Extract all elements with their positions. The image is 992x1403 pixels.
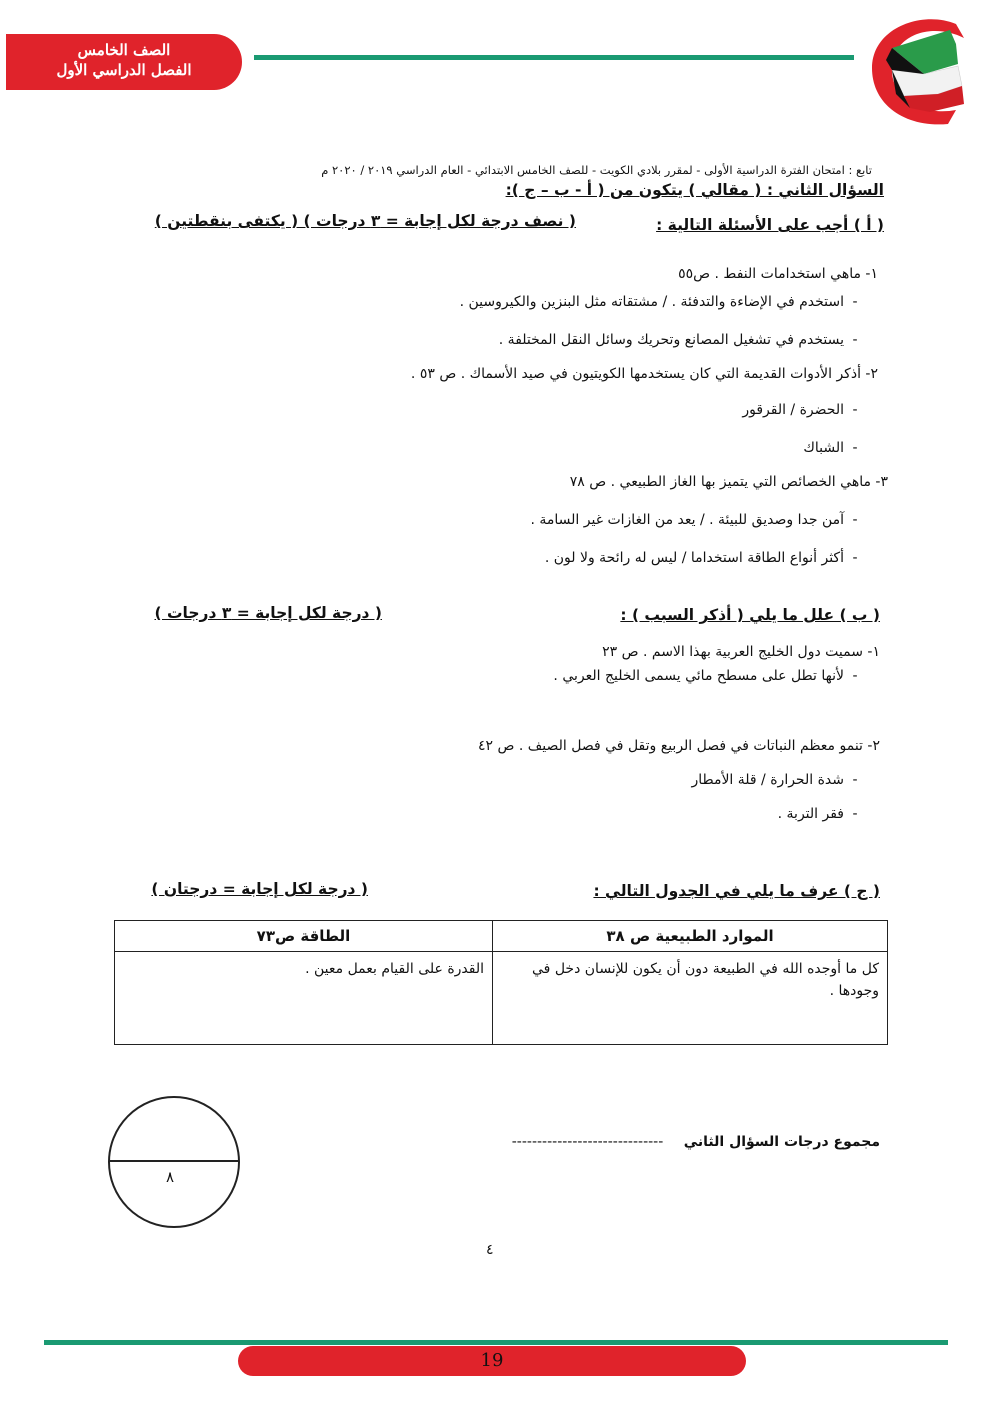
answer-text: استخدم في الإضاءة والتدفئة . / مشتقاته مثل البنزين والكيروسين . bbox=[459, 294, 844, 310]
header-divider bbox=[254, 55, 854, 60]
part-c-heading: ( ج ) عرف ما يلي في الجدول التالي : bbox=[593, 882, 880, 900]
answer-text: شدة الحرارة / قلة الأمطار bbox=[691, 772, 844, 788]
part-a-q2-answer2: -الشباك bbox=[803, 440, 858, 456]
part-c-marks: ( درجة لكل إجابة = درجتان ) bbox=[151, 880, 368, 898]
table-header: الطاقة ص٧٣ bbox=[115, 921, 493, 952]
grade-badge bbox=[6, 34, 242, 90]
part-a-q1-answer1: -استخدم في الإضاءة والتدفئة . / مشتقاته مثل البنزين والكيروسين . bbox=[459, 294, 858, 310]
table-header-row bbox=[115, 921, 888, 952]
part-a-q1: ١- ماهي استخدامات النفط . ص٥٥ bbox=[678, 266, 878, 282]
table-cell: كل ما أوجده الله في الطبيعة دون أن يكون للإنسان دخل في وجودها . bbox=[493, 952, 888, 1045]
kuwait-flag-logo bbox=[852, 8, 982, 128]
answer-text: فقر التربة . bbox=[777, 806, 844, 822]
part-a-q2-answer1: -الحضرة / القرقور bbox=[742, 402, 858, 418]
score-total: ٨ bbox=[166, 1168, 175, 1186]
answer-text: يستخدم في تشغيل المصانع وتحريك وسائل النقل المختلفة . bbox=[498, 332, 844, 348]
score-divider bbox=[110, 1160, 238, 1162]
table-header: الموارد الطبيعية ص ٣٨ bbox=[493, 921, 888, 952]
total-dashes: ------------------------------ bbox=[511, 1134, 664, 1150]
table-row bbox=[115, 952, 888, 1045]
answer-text: أكثر أنواع الطاقة استخداما / ليس له رائحة ولا لون . bbox=[544, 550, 844, 566]
exam-subheading: تابع : امتحان الفترة الدراسية الأولى - لمقرر بلادي الكويت - للصف الخامس الابتدائي - العام الدراسي ٢٠١٩ / ٢٠٢٠ م bbox=[321, 163, 872, 177]
part-a-q1-answer2: -يستخدم في تشغيل المصانع وتحريك وسائل النقل المختلفة . bbox=[498, 332, 858, 348]
definitions-table bbox=[114, 920, 888, 1045]
total-line bbox=[512, 1134, 880, 1150]
part-a-q2: ٢- أذكر الأدوات القديمة التي كان يستخدمها الكويتيون في صيد الأسماك . ص ٥٣ . bbox=[410, 366, 878, 382]
part-a-q3-answer1: -آمن جدا وصديق للبيئة . / يعد من الغازات غير السامة . bbox=[530, 512, 858, 528]
part-b-heading: ( ب ) علل ما يلي ( أذكر السبب ) : bbox=[620, 606, 880, 624]
footer-divider bbox=[44, 1340, 948, 1345]
part-b-q1: ١- سميت دول الخليج العربية بهذا الاسم . ص ٢٣ bbox=[602, 644, 880, 660]
answer-text: الشباك bbox=[803, 440, 844, 456]
part-b-q2-answer1: -شدة الحرارة / قلة الأمطار bbox=[691, 772, 858, 788]
question-title: السؤال الثاني : ( مقالي ) يتكون من ( أ - ب – ج ): bbox=[505, 181, 884, 199]
total-label: مجموع درجات السؤال الثاني bbox=[683, 1134, 880, 1150]
table-cell: القدرة على القيام بعمل معين . bbox=[115, 952, 493, 1045]
part-b-q2-answer2: -فقر التربة . bbox=[777, 806, 858, 822]
badge-grade: الصف الخامس bbox=[77, 41, 171, 59]
page-number: 19 bbox=[238, 1346, 746, 1376]
part-b-q1-answer1: -لأنها تطل على مسطح مائي يسمى الخليج العربي . bbox=[553, 668, 858, 684]
part-b-marks: ( درجة لكل إجابة = ٣ درجات ) bbox=[154, 604, 382, 622]
part-a-q3: ٣- ماهي الخصائص التي يتميز بها الغاز الطبيعي . ص ٧٨ bbox=[569, 474, 888, 490]
answer-text: لأنها تطل على مسطح مائي يسمى الخليج العربي . bbox=[553, 668, 844, 684]
score-circle bbox=[108, 1096, 240, 1228]
part-a-heading: ( أ ) أجب على الأسئلة التالية : bbox=[656, 216, 884, 234]
part-b-q2: ٢- تنمو معظم النباتات في فصل الربيع وتقل في فصل الصيف . ص ٤٢ bbox=[478, 738, 880, 754]
badge-term: الفصل الدراسي الأول bbox=[56, 61, 192, 79]
answer-text: الحضرة / القرقور bbox=[742, 402, 844, 418]
answer-text: آمن جدا وصديق للبيئة . / يعد من الغازات غير السامة . bbox=[530, 512, 844, 528]
part-a-q3-answer2: -أكثر أنواع الطاقة استخداما / ليس له رائحة ولا لون . bbox=[544, 550, 858, 566]
inner-page-number: ٤ bbox=[486, 1242, 494, 1258]
part-a-marks: ( نصف درجة لكل إجابة = ٣ درجات ) ( يكتفى بنقطتين ) bbox=[154, 212, 576, 230]
